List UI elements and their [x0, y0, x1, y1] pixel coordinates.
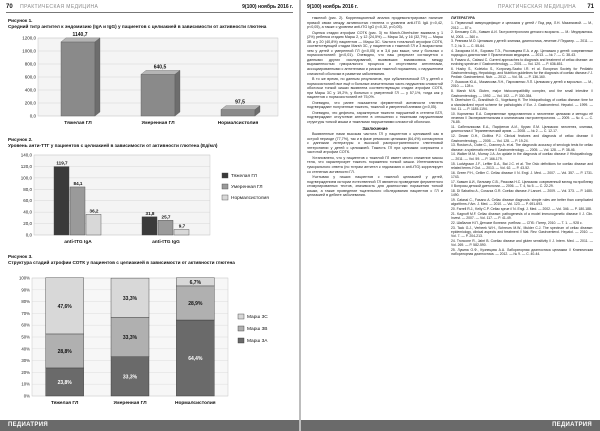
- journal-name: ПРАКТИЧЕСКАЯ МЕДИЦИНА: [497, 4, 576, 10]
- data-label: 97,5: [235, 99, 245, 106]
- figure-caption-text: Рисунок 3. Структура стадий атрофии СОТК у пациентов с целиакией в зависимости от активности глютена: [8, 254, 235, 265]
- y-tick-label: 40%: [21, 346, 30, 352]
- legend-swatch: [238, 314, 244, 319]
- reference-item: 2. Бельмер С.В., Хавкин А.И. Гастроэнтерология детского возраста. — М.: Медпрактика-М, 2003. — 360 с.: [451, 30, 593, 39]
- figure-3-chart: [8, 274, 292, 414]
- reference-item: 10. Корниенко Е.А. Современные представления о патогенезе целиакии и методы её лечения // Экспериментальная и клиническая гастроэнтерология. — 2009. — № 4. — С. 76-85.: [451, 111, 593, 125]
- bar: [86, 214, 101, 235]
- figure-3-caption: [8, 254, 292, 265]
- body-paragraph: тяжелой (рис. 2). Корреляционный анализ продемонстрировал наличие прямой связи между активностью глютена и уровнем anti-tTG IgA (r=0,42, p<0,05), а также с уровнем anti-tTG IgG (r=0,32, p<0,05).: [307, 16, 443, 30]
- reference-item: 24. Troncone R., Jabri B. Coeliac disease and gluten sensitivity // J. Intern. Med. — 2011. — Vol. 269. — P. 582-590.: [451, 239, 593, 248]
- bar: [221, 110, 255, 116]
- reference-item: 15. Ludvigsson J.F., Leffler D.A., Bai J.C. et al. The Oslo definitions for coeliac disease and related terms // Gut. — 2013. — Vol. 62. — P. 43-52.: [451, 161, 593, 170]
- legend-label: Умеренная ГЛ: [231, 185, 263, 190]
- y-tick-label: 10%: [21, 381, 30, 387]
- reference-item: 8. Marsh M.N. Gluten, major histocompatibility complex, and the small intestine // Gastroenterology. — 1992. — Vol. 102. — P. 330-354.: [451, 89, 593, 98]
- legend-swatch: [238, 338, 244, 343]
- reference-item: 1. Первичный иммунодефицит и целиакия у детей / Под ред. Л.Н. Мазанковой. — М., 2012. — 87 с.: [451, 21, 593, 30]
- y-tick-label: 0,0: [29, 113, 36, 119]
- y-tick-label: 0%: [23, 393, 30, 399]
- bar: [61, 42, 95, 116]
- reference-item: 23. Tack G.J., Verbeek W.H., Schreurs M.W., Mulder C.J. The spectrum of celiac disease: epidemiology, clinical aspects and treatment // Nat. Rev. Gastroenterol. Hepatol. — 2010. — Vol. 7. — P. 204-213.: [451, 225, 593, 239]
- y-tick-label: 20%: [21, 369, 30, 375]
- segment-label: 6,7%: [189, 279, 202, 286]
- data-label: 1140,7: [72, 31, 88, 38]
- bar-side: [175, 70, 180, 116]
- data-label: 9,7: [178, 223, 186, 229]
- reference-item: 12. Dewar D.H., Ciclitira P.J. Clinical features and diagnosis of celiac disease // Gastroenterology. — 2005. — Vol. 128. — P. 19-24.: [451, 134, 593, 143]
- reference-item: 13. Rostom A., Dube C., Cranney A. et al. The diagnostic accuracy of serologic tests for celiac disease: a systematic review // Gastroenterology. — 2005. — Vol. 128. — P. 38-46.: [451, 143, 593, 152]
- legend-swatch: [222, 173, 228, 178]
- y-tick-label: 100,0: [20, 175, 32, 181]
- reference-item: 7. Лысиков Ю.А., Мазанкова Л.Н., Пархоменко Л.П. Целиакия у детей и взрослых. — М., 2010. — 128 с.: [451, 80, 593, 89]
- bar-side: [95, 38, 100, 116]
- y-tick-label: 140,0: [20, 152, 32, 158]
- bar: [142, 217, 157, 235]
- data-label: 36,2: [89, 208, 99, 214]
- footer-bar: [0, 420, 299, 431]
- reference-item: 21. Kagnoff M.F. Celiac disease: pathogenesis of a model immunogenetic disease // J. Clin. Invest. — 2007. — Vol. 117. — P. 41-49.: [451, 211, 593, 221]
- reference-item: 16. Green P.H., Cellier C. Celiac disease // N. Engl. J. Med. — 2007. — Vol. 357. — P. 1731-1743.: [451, 170, 593, 179]
- chart-3-svg: [8, 274, 292, 414]
- y-tick-label: 1000,0: [22, 48, 36, 54]
- section-label: ПЕДИАТРИЯ: [8, 422, 48, 428]
- y-tick-label: 60%: [21, 322, 30, 328]
- y-tick-label: 100%: [19, 275, 30, 281]
- segment-label: 47,6%: [57, 303, 72, 310]
- references-heading: ЛИТЕРАТУРА: [451, 16, 475, 20]
- conclusion-paragraph: Учитывая у наших пациентов с тяжелой целиакией у детей, подтверждением истории естественной ГЛ является проведение ферментного стимулированных тестов, значимость для диагностики поражения тонкой кишки, а также проведение тщательного обследования пациентов с ГЛ и целиакией в дебюте заболевания.: [307, 175, 443, 198]
- x-tick-label: anti-tTG IgA: [64, 240, 92, 245]
- data-label: 25,7: [161, 214, 171, 220]
- issue-label: 9(100) ноябрь 2016 г.: [307, 4, 358, 10]
- segment-label: 33,3%: [122, 295, 138, 302]
- figure-caption-text: Рисунок 1. Средний титр антител к эндомизию (IgA и IgG) у пациентов с целиакией в зависимости от активности глютена: [8, 18, 267, 29]
- bar: [54, 167, 69, 235]
- reference-item: 20. Farrell R.J., Kelly C.P. Celiac sprue // N. Engl. J. Med. — 2002. — Vol. 346. — P. 180-188.: [451, 206, 592, 211]
- segment-label: 33,3%: [122, 335, 138, 342]
- body-paragraph: Оценка стадии атрофии СОТК (рис. 3) по March-Oberhuber выявила у 1 (2%) ребенка стадию Марш 2, у 12 (24,5%) — Марш 3А, у 16 (32,7%) — Марш 3В и у 20 (40,8%) пациентов — Марш 3С. Частота тотальной атрофии СОТК, соответствующей стадии Marsh 3С, у пациентов с тяжелой ГЛ и 3 возрастала: чем у детей с умеренной ГЛ (p<0,05) и в 3,6 раз выше, чем у больных с нормосистолией (p<0,01). Очевидно, что наш результат согласуется с данными других исследований, выявивших взаимосвязь между выраженностью гуморального процесса и отсутствием антителами, ассоциированными с антителами и риском тяжелой поражения, с нарушением слизистой оболочки в развитии заболевания.: [307, 30, 443, 76]
- y-tick-label: 50%: [21, 334, 30, 340]
- article-body-column: [307, 16, 443, 199]
- x-tick-label: Умеренная ГЛ: [113, 401, 147, 406]
- legend-label: Марш 3С: [247, 315, 268, 320]
- y-tick-label: 120,0: [20, 163, 32, 169]
- reference-item: 14. Walker M.M., Murray J.A. An update in the diagnosis of coeliac disease // Histopathology. — 2011. — Vol. 59. — P. 166-179.: [451, 152, 593, 161]
- reference-item: 22. Шабалов Н.П. Детские болезни: учебник. — СПб.: Питер, 2010. — Т. 1. — 928 с.: [451, 220, 583, 225]
- y-tick-label: 30%: [21, 358, 30, 364]
- data-label: 84,1: [73, 180, 83, 186]
- page-number: 71: [587, 4, 594, 10]
- journal-name: ПРАКТИЧЕСКАЯ МЕДИЦИНА: [20, 4, 99, 10]
- conclusion-heading: Заключение: [362, 125, 388, 131]
- segment-label: 28,9%: [188, 300, 203, 307]
- y-tick-label: 80,0: [23, 186, 32, 192]
- reference-item: 19. Catassi C., Fasano A. Celiac disease diagnosis: simple rules are better than complicated algorithms // Am. J. Med. — 2010. — Vol. 123. — P. 691-693.: [451, 197, 593, 207]
- right-page: [301, 0, 600, 431]
- body-paragraph: В то же время, по данным результатов, при субклинической ГЛ у детей с нормосистолией все ещё и больные значительная часть нарушения слизистой оболочки тонкой кишки выявлена соответствующая стадии атрофии СОТК, при Марш 3С у 19,2%, у больных с умеренной ГЛ — у 57,1%, тогда как у пациентов с нормосистолией её 75,0%.: [307, 77, 443, 100]
- reference-item: 4. Захарова И.Н., Боровик Т.Э., Рославцева Е.А. и др. Целиакия у детей: современные подходы к диагностике // Практическая медицина. — 2013. — № 7. — С. 38-43.: [451, 48, 593, 57]
- y-tick-label: 1200,0: [22, 35, 36, 41]
- segment-label: 64,4%: [188, 356, 203, 363]
- reference-item: 11. Сабельникова Е.А., Парфенов А.И., Крумс Л.М. Целиакия: патогенез, клиника, диагностика // Терапевтический архив. — 2008. — № 2. — С. 12-17.: [451, 125, 593, 134]
- x-tick-label: Тяжелая ГЛ: [50, 401, 79, 406]
- legend-label: Марш 3А: [247, 339, 268, 344]
- bar: [141, 74, 175, 116]
- reference-item: 25. Лукина О.Ф., Кузнецова А.А. Лабораторная диагностика целиакии // Клиническая лабораторная диагностика. — 2012. — № 9. — С. 40-44.: [451, 248, 593, 257]
- segment-label: 23,8%: [57, 379, 72, 386]
- y-tick-label: 80%: [21, 299, 30, 305]
- references-column: [451, 16, 593, 257]
- bar: [174, 229, 189, 235]
- legend-label: Нормалсистолия: [231, 196, 269, 201]
- legend-label: Тяжелая ГЛ: [231, 174, 257, 179]
- page-header: [6, 2, 293, 13]
- page-number: 70: [6, 4, 13, 10]
- x-tick-label: Нормалсистолия: [217, 121, 259, 126]
- data-label: 640,5: [153, 64, 167, 71]
- segment-label: 28,8%: [57, 348, 72, 355]
- legend-label: Марш 3В: [247, 327, 268, 332]
- y-tick-label: 400,0: [24, 87, 36, 93]
- bar-top: [61, 38, 100, 42]
- reference-item: 17. Хавкин А.И., Бельмер С.В., Рачкова Н.С. Целиакия: современный взгляд на проблему // Вопросы детской диетологии. — 2006. — Т. 4, № 5. — С. 22-29.: [451, 179, 593, 188]
- y-tick-label: 70%: [21, 310, 30, 316]
- reference-item: 3. Ревнова М.О. Целиакия у детей: клиника, диагностика, лечение // Педиатр. — 2011. — Т. 2, № 3. — С. 55-64.: [451, 39, 593, 48]
- chart-2-svg: [8, 151, 292, 249]
- section-label: ПЕДИАТРИЯ: [552, 422, 592, 428]
- conclusion-paragraph: Установлено, что у пациентов с тяжелой ГЛ имеет место снижение массы тела, что характеризует тяжесть поражения тонкой кишки. Интенсивность гуморального ответа (по титрам антител к эндомизию и anti-tTG) коррелирует со степенью активности ГЛ.: [307, 155, 443, 174]
- bar: [158, 220, 173, 235]
- reference-item: 9. Oberhuber G., Granditsch G., Vogelsang H. The histopathology of coeliac disease: time for a standardized report scheme for pathologists // Eur. J. Gastroenterol. Hepatol. — 1999. — Vol. 11. — P. 1185-1194.: [451, 98, 593, 111]
- y-tick-label: 0,0: [25, 232, 32, 238]
- y-tick-label: 600,0: [24, 74, 36, 80]
- data-label: 119,7: [56, 160, 68, 166]
- left-page: [0, 0, 299, 431]
- bar: [70, 187, 85, 235]
- reference-item: 6. Husby S., Koletzko S., Korponay-Szabo I.R. et al. European Society for Pediatric Gastroenterology, Hepatology, and Nutrition guidelines for the diagnosis of coeliac disease // J. Pediatr. Gastroenterol. Nutr. — 2012. — Vol. 54. — P. 136-160.: [451, 66, 593, 80]
- y-tick-label: 800,0: [24, 61, 36, 67]
- x-tick-label: Тяжелая ГЛ: [64, 121, 92, 126]
- body-paragraph: Очевидно, что дефекты, характерные тяжести нарушений в степени БГЛ, подтверждают отсутствие антител в отношении с тяжелыми нарушениями структуры тонкой кишки и тяжелыми нарушениями слизистой оболочки.: [307, 110, 443, 125]
- x-tick-label: Умеренная ГЛ: [141, 121, 175, 126]
- y-tick-label: 60,0: [23, 198, 32, 204]
- legend-swatch: [238, 326, 244, 331]
- body-paragraph: Очевидно, что ранее показатели ферментной активности глютена подтверждают полученные тяжесть, тяжелой и умеренной анемии (p<0,05).: [307, 100, 443, 110]
- y-tick-label: 20,0: [23, 221, 32, 227]
- data-label: 31,8: [145, 210, 155, 216]
- page-header: [307, 2, 594, 13]
- y-tick-label: 200,0: [24, 100, 36, 106]
- legend-swatch: [222, 184, 228, 189]
- chart-1-svg: [8, 32, 292, 132]
- figure-1-chart: [8, 32, 292, 132]
- figure-2-chart: [8, 151, 292, 249]
- legend-swatch: [222, 195, 228, 200]
- issue-label: 9(100) ноябрь 2016 г.: [242, 4, 293, 10]
- conclusion-paragraph: Выявленные нами высокая частота ГЛ у пациентов с целиакией как в острой периоде (77,7%), так и в фазе ремиссии целиакии (64,4%) согласуются с данными литературы о высокой распространенности глютеновой энтеропатии у детей с целиакией. Тяжесть ГЛ при целиакии сопряжена с частотой атрофии СОТК.: [307, 132, 443, 155]
- figure-2-caption: [8, 137, 292, 148]
- x-tick-label: anti-tTG IgG: [152, 240, 180, 245]
- reference-item: 5. Fasano A., Catassi C. Current approaches to diagnosis and treatment of celiac disease: an evolving spectrum // Gastroenterology. — 2001. — Vol. 120. — P. 636-651.: [451, 57, 593, 66]
- segment-label: 33,3%: [122, 374, 138, 381]
- reference-item: 18. Di Sabatino A., Corazza G.R. Coeliac disease // Lancet. — 2009. — Vol. 373. — P. 1480-1490.: [451, 188, 593, 198]
- bar-top: [141, 70, 180, 74]
- figure-caption-text: Рисунок 2. Уровень анти-ТТГ у пациентов с целиакией в зависимости от активности глютена (Ед/мл): [8, 137, 218, 148]
- bar-top: [221, 106, 260, 110]
- y-tick-label: 40,0: [23, 209, 32, 215]
- x-tick-label: Нормалсистолия: [175, 401, 216, 406]
- footer-bar: [301, 420, 600, 431]
- figure-1-caption: [8, 18, 292, 29]
- y-tick-label: 90%: [21, 287, 30, 293]
